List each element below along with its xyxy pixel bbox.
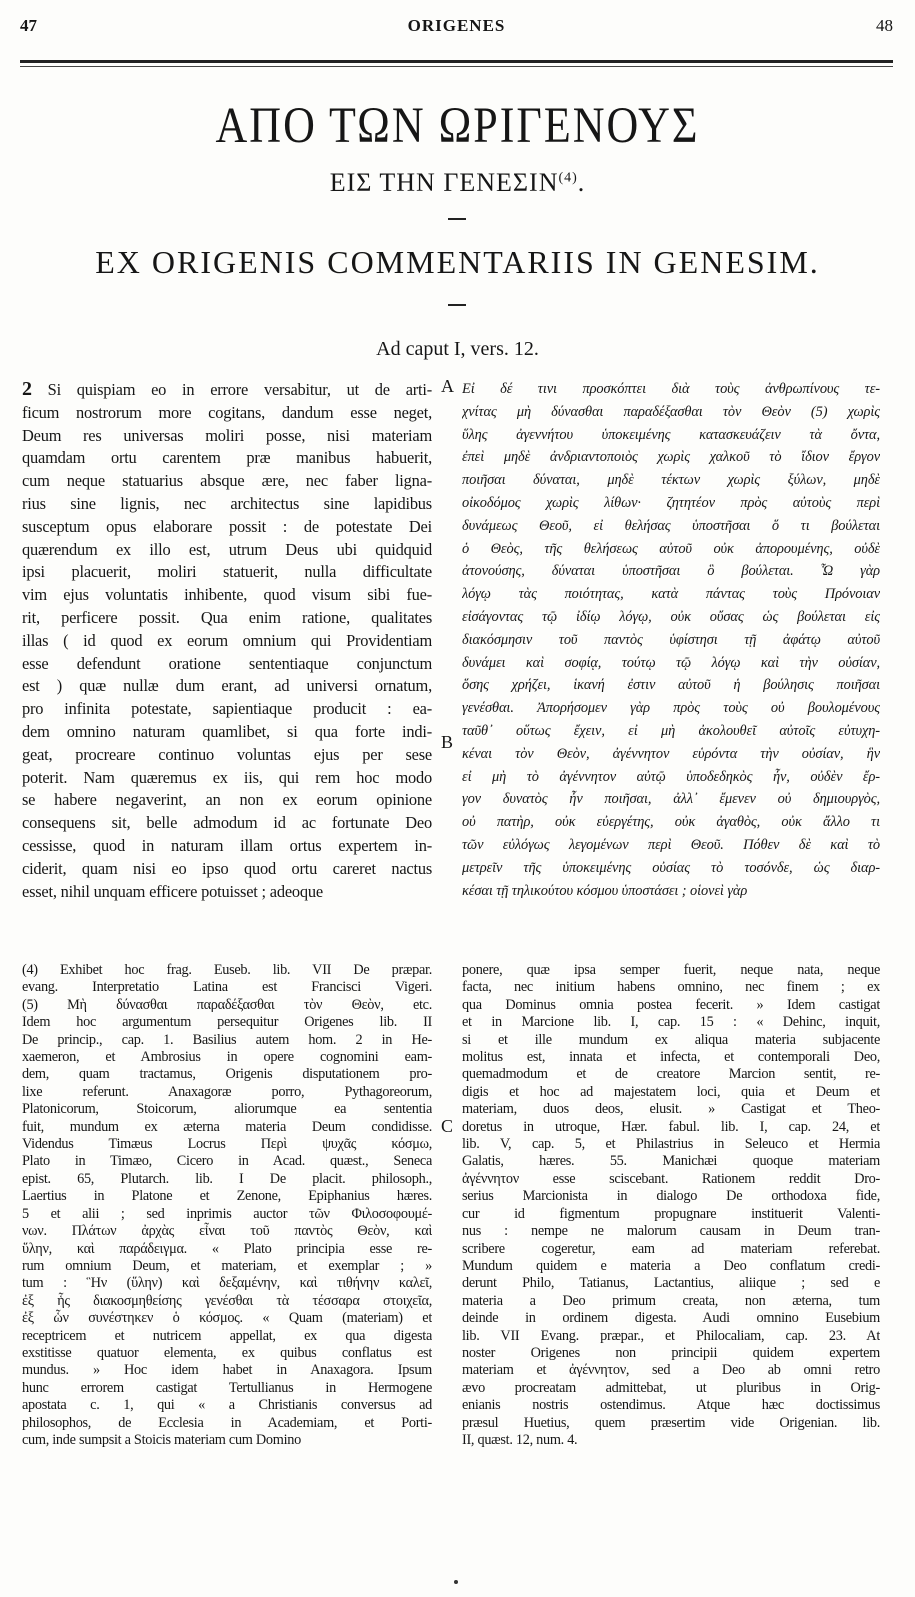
footnote-line: lib. VII Evang. præpar., et Philocaliam, cap. 23. At [462,1327,880,1344]
greek-subtitle [0,168,915,198]
footnote-line: Galatis, hæres. 55. Manichæi quoque materiam [462,1153,880,1170]
footnote-line: serius Marcionista in dialogo De orthodoxa fide, [462,1188,880,1205]
page-number-left: 47 [20,16,37,35]
footnote-line: Laertius in Platone et Zenone, Epiphanius hæres. [22,1188,432,1205]
footnote-line: ἀγέννητον esse sciscebant. Rationem reddit Dro- [462,1170,880,1187]
greek-text-line: χνίτας μὴ δύνασθαι παραδέξασθαι τὸν Θεὸν (5) χωρὶς [462,403,880,420]
footnote-line: ἐξ ὧν συνέστηκεν ὁ κόσμος. « Quam (materiam) et [22,1310,432,1327]
greek-text-line: διακόσμησιν τοῦ παντὸς ὑφίστησι τῇ ἀφάτῳ αὐτοῦ [462,631,880,648]
greek-text-line: δυνάμεως Θεοῦ, εἰ θελήσας ὑποστῆσαι ὅ τι βούλεται [462,517,880,534]
greek-subtitle-period: . [577,168,586,197]
footnote-line: xaemeron, et Ambrosius in opere cognomini eam- [22,1049,432,1066]
footnote-line: ævo procreatam admittebat, ut pluribus in Orig- [462,1379,880,1396]
footnote-line: doretus in utroque, Hær. fabul. lib. I, cap. 24, et [462,1118,880,1135]
greek-text-line: ὁ Θεὸς, τῆς θελήσεως αὐτοῦ οὐκ ἀπορουμένης, οὐδὲ [462,540,880,557]
page-number-right: 48 [876,16,893,35]
greek-text-line: λόγῳ τὰς ποιότητας, κατὰ πάντας τοὺς Πρόνοιαν [462,586,880,603]
margin-letter-c: C [441,1116,454,1136]
footnote-line: II, quæst. 12, num. 4. [462,1431,578,1448]
greek-text-line: ὅσης χρήζει, ἱκανή ἐστιν αὐτοῦ ἡ βούλησις ποιῆσαι [462,677,880,694]
latin-text-line: vim ejus voluntatis inhibente, quod visum sibi fue- [22,585,432,605]
footnote-line: philosophos, de Ecclesia in Academiam, et Porti- [22,1414,432,1431]
latin-text-line: ciderit, quam nisi eo ipso quod ortu careret nactus [22,858,432,878]
footnote-line: evang. Interpretatio Latina est Francisci Vigeri. [22,979,432,996]
margin-letter-b: B [441,732,454,752]
footnote-line: mundus. » Hoc idem habet in Anaxagora. Ipsum [22,1362,432,1379]
greek-text-line: κέναι τὸν Θεὸν, ἀγέννητον εὑρόντα τὴν οὐσίαν, ἣν [462,745,880,762]
latin-text-line: esset, nihil unquam efficere potuisset ; adeoque [22,881,323,901]
footnote-line: De princip., cap. 1. Basilius autem hom. 2 in He- [22,1031,432,1048]
footnote-line: facta, nec initium habens omnino, nec finem ; ex [462,979,880,996]
greek-text-line: δυνάμει καὶ σοφίᾳ, τούτῳ τῷ λόγῳ καὶ τὴν οὐσίαν, [462,654,880,671]
section-number: 2 [22,378,32,400]
footnote-line: præsul Huetius, quem præsertim vide Origenian. lib. [462,1414,880,1431]
latin-text-line: cum neque statuarius absque ære, nec faber ligna- [22,471,432,491]
footnote-line: Plato in Timæo, Cicero in Acad. quæst., Seneca [22,1153,432,1170]
latin-text-line: se habere negaverint, an non ex eorum opinione [22,790,432,810]
footnote-line: (5) Μὴ δύνασθαι παραδέξασθαι τὸν Θεὸν, etc. [22,996,432,1013]
greek-text-line: κέσαι τῇ τηλικούτου κόσμου ὑποστάσει ; οἱονεὶ γὰρ [462,882,748,899]
footnotes-right-column [462,962,880,1449]
footer-mark [454,1580,458,1584]
footnote-line: apostata c. 1, qui « a Christianis conversus ad [22,1397,432,1414]
running-head [20,16,893,40]
footnote-line: quemadmodum et de creatore Marcion sentit, re- [462,1066,880,1083]
footnote-line: 5 et alii ; sed inprimis auctor τῶν Φιλοσοφουμέ- [22,1205,432,1222]
greek-text-line: ἐπεὶ μηδὲ ἀνδριαντοποιὸς χωρὶς χαλκοῦ τὸ ἴδιον ἔργον [462,449,880,466]
footnote-line: Platonicorum, Stoicorum, aliorumque ea sententia [22,1101,432,1118]
header-rule-thin [20,66,893,67]
footnote-line: noster Origenes non principii quidem expertem [462,1344,880,1361]
footnote-line: nus : nempe ne malorum causam in Deum tran- [462,1223,880,1240]
footnote-line: Mundum quidem e materia a Deo conflatum credi- [462,1257,880,1274]
footnote-line: lixe referunt. Anaxagoræ porro, Pythagoreorum, [22,1083,432,1100]
greek-text-line: ποιῆσαι δύναται, μηδὲ τέκτων χωρὶς ξύλων, μηδὲ [462,472,880,489]
latin-text-line: cessisse, quod in naturam illam ortus expertem in- [22,835,432,855]
latin-text-line [22,378,432,402]
latin-text-line: ficum nostrorum more cogitans, dandum esse neget, [22,402,432,422]
latin-text-line: poterit. Nam quæremus ex iis, qui rem hoc modo [22,767,432,787]
footnote-line: epist. 65, Plutarch. lib. I De placit. philosoph., [22,1170,432,1187]
footnote-line: et in Marcione lib. I, cap. 15 : « Dehinc, inquit, [462,1014,880,1031]
footnote-line: ἐξ ἧς διακοσμηθείσης γενέσθαι τὰ τέσσαρα στοιχεῖα, [22,1292,432,1309]
footnote-line: fuit, mundum ex æterna materia Deum condidisse. [22,1118,432,1135]
footnote-line: si et ille mundum ex aliqua materia subjacente [462,1031,880,1048]
latin-text-line: geat, procreare continuo voluntas ejus per sese [22,744,432,764]
text-line-content: Si quispiam eo in errore versabitur, ut de arti- [31,380,432,399]
chapter-verse-reference: Ad caput I, vers. 12. [376,338,539,360]
greek-subtitle-text: ΕΙΣ ΤΗΝ ΓΕΝΕΣΙΝ [329,168,559,197]
footnote-line: derunt Philo, Tatianus, Lactantius, aliique ; sed e [462,1275,880,1292]
greek-text-line: μετρεῖν τῆς ὑποκειμένης οὐσίας τὸ τοσόνδε, ὡς διαρ- [462,859,880,876]
latin-text-line: Deum res universas moliri posse, nisi materiam [22,425,432,445]
greek-text-line: οὐ πατὴρ, οὐκ εὐεργέτης, οὐκ ἀγαθὸς, οὐκ ἄλλο τι [462,814,880,831]
footnote-line: deinde in ordinem digesta. Audi omnino Eusebium [462,1310,880,1327]
latin-text-line: esse defendunt oratione sententiaque conjunctum [22,653,432,673]
latin-title: EX ORIGENIS COMMENTARIIS IN GENESIM. [95,244,820,280]
footnote-line: Idem hoc argumentum persequitur Origenes lib. II [22,1014,432,1031]
footnote-line: materiam, duos deos, elusit. » Castigat et Theo- [462,1101,880,1118]
greek-text-line: εἰ μὴ τὸ ἀγέννητον αὐτῷ ὑποδεδηκὸς ἦν, οὐδὲν ἔρ- [462,768,880,785]
latin-text-line: quamdam ortu carentem præ manibus habuerit, [22,448,432,468]
footnotes-left-column [22,962,432,1449]
greek-text-line: οἰκοδόμος χωρὶς λίθων· ζητητέον πρὸς αὐτοὺς περὶ [462,494,880,511]
footnote-line: materia a Deo primum creata, non æterna, tum [462,1292,880,1309]
footnote-line: lib. V, cap. 5, et Philastrius in Seleuco et Hermia [462,1136,880,1153]
margin-letter-a: A [441,376,454,396]
footnote-line: receptricem et nutricem appellat, ex qua digesta [22,1327,432,1344]
footnote-line: scribere cogeretur, eam ad materiam referebat. [462,1240,880,1257]
footnote-line: tum : Ἣν (ὕλην) καὶ δεξαμένην, καὶ τιθήνην καλεῖ, [22,1275,432,1292]
footnote-line: (4) Exhibet hoc frag. Euseb. lib. VII De præpar. [22,962,432,978]
footnote-line: cum, inde sumpsit a Stoicis materiam cum Domino [22,1431,301,1448]
footnote-line: digis et hoc ad majestatem loci, quia et Deum et [462,1083,880,1100]
greek-title: ΑΠΟ ΤΩΝ ΩΡΙΓΕΝΟΥΣ [215,97,700,154]
latin-text-line: illas ( id quod ex eorum omnium qui Providentiam [22,630,432,650]
latin-text-line: dem omnino naturam quamlibet, si qua forte indi- [22,721,432,741]
latin-text-line: consequens sit, belle admodum id ac fortunate Deo [22,813,432,833]
greek-text-line: ὕλης ἀγεννήτου ὑποκειμένης κατασκευάζειν τὰ ὄντα, [462,426,880,443]
title-divider [448,218,466,220]
greek-text-column [462,378,880,902]
latin-text-line: rit, perficere possit. Qua enim ratione, qualitates [22,607,432,627]
footnote-line: hunc errorem castigat Tertullianus in Hermogene [22,1379,432,1396]
footnote-line: materiam et ἀγέννητον, sed a Deo ab omni retro [462,1362,880,1379]
latin-text-line: ipsi placuerit, moliri statuerit, nulla difficultate [22,562,432,582]
footnote-line: Videndus Timæus Locrus Περὶ ψυχᾶς κόσμω, [22,1136,432,1153]
footnote-line: cur id figmentum propugnare instituerit Valenti- [462,1205,880,1222]
latin-text-line: pro infinita potestate, sapientiaque producit : ea- [22,699,432,719]
footnote-line: molitus est, innata et infecta, et contemporali Deo, [462,1049,880,1066]
greek-text-line: γενέσθαι. Ἀπορήσομεν γὰρ πρὸς τοὺς οὐ βουλομένους [462,700,880,717]
latin-text-line: rius sine lignis, nec architectus sine lapidibus [22,493,432,513]
footnote-line: νων. Πλάτων ἀρχὰς εἶναι τοῦ παντὸς Θεὸν, καὶ [22,1223,432,1240]
greek-text-line: τῶν εὐλόγως λεγομένων περὶ Θεοῦ. Πόθεν δὲ καὶ τὸ [462,836,880,853]
footnote-line: dem, quam tractamus, Origenis disputationem pro- [22,1066,432,1083]
greek-text-line: ταῦθ᾽ οὕτως ἔχειν, εἰ μὴ ἀκολουθεῖ αὐτοῖς εὐτυχη- [462,722,880,739]
latin-text-line: quærendum ex illo est, utrum Deus ubi quidquid [22,539,432,559]
footnote-line: ὕλην, καὶ παράδειγμα. « Plato principia esse re- [22,1240,432,1257]
footnote-line: qua Dominus omnia postea fecerit. » Idem castigat [462,996,880,1013]
greek-text-line: Εἰ δέ τινι προσκόπτει διὰ τοὺς ἀνθρωπίνους τε- [462,381,880,397]
footnote-line: ponere, quæ ipsa semper fuerit, neque nata, neque [462,962,880,978]
header-rule [20,60,893,63]
greek-text-line: εἰσάγοντας τῷ ἰδίῳ λόγῳ, οὐκ οὔσας ὡς βούλεται εἰς [462,608,880,625]
footnote-line: enianis nostris ostendimus. Atque hæc doctissimus [462,1397,880,1414]
latin-translation-column [22,378,432,903]
running-title: ORIGENES [407,16,506,35]
greek-text-line: ἀτονούσης, δύναται ὑποστῆσαι ὃ βούλεται. Ὧ γὰρ [462,563,880,580]
latin-text-line: susceptum opus elaborare possit : de potestate Dei [22,516,432,536]
latin-text-line: est ) quæ nullæ dum erant, ad universi ornatum, [22,676,432,696]
greek-text-line: γον δυνατὸς ἦν ποιῆσαι, ἀλλ᾽ ἔμενεν οὐ δημιουργὸς, [462,791,880,808]
footnote-line: rum omnium Deum, et materiam, et exemplar ; » [22,1257,432,1274]
footnote-ref-4: (4) [558,170,578,186]
footnote-line: exstitisse quatuor elementa, ex quibus conflatus est [22,1344,432,1361]
title-divider-2 [448,304,466,306]
